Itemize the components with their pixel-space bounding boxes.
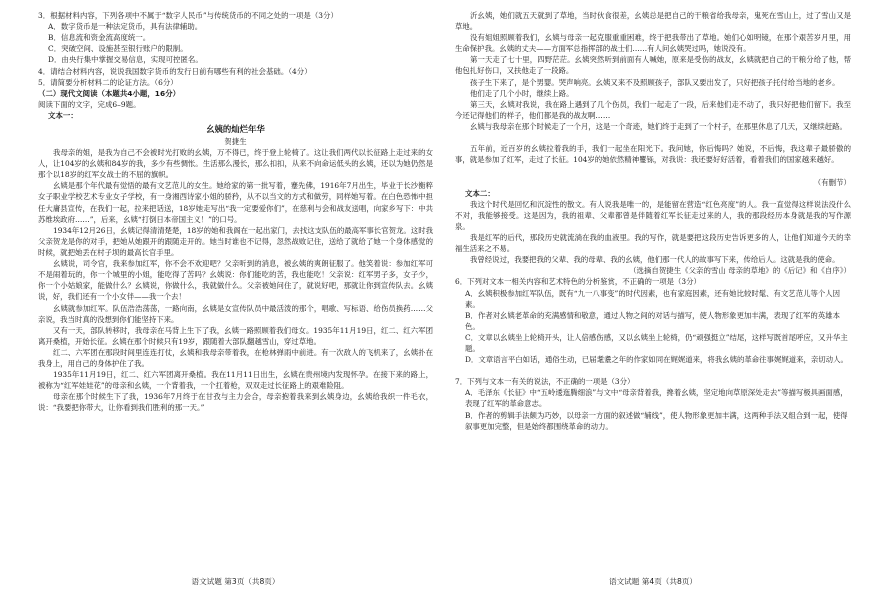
- page-footer-left: 语文试题 第3页（共8页）: [191, 577, 280, 586]
- text-two-paragraph: 我这个时代是回忆和沉淀性的散文。有人说我是唯一的，是能留在营造“红色亮度”的人。我一直觉得这样说法没什么不对，我能够接受。这是因为，我的祖辈、父辈都曾是伴随着红军长征走过来的人，我的那段经历本身就是我的写作源泉。: [455, 199, 851, 231]
- question-line: 4．请结合材料内容，说说我国数字货币的发行日前有哪些有利的社会基础。（4分）: [38, 66, 312, 76]
- article-paragraph: 沂幺姨，她们就五天就到了草地，当时伙食很差，幺姨总是把自己的干粮省给我母亲，鬼死在雪山上，过了雪山又是草地。: [455, 11, 851, 32]
- article-paragraph: 母亲在那个时候生下了我，1936年7月终于在甘孜与主力会合，母亲抱着我来到幺姨身边，幺姨给我织一件毛衣，说：“我要把你带大，让你看到我们胜利的那一天。”: [38, 392, 433, 413]
- article-paragraph: 我母亲的姐，是我为自己不会被时光打败的幺姨，万不得已，终于登上轮椅了。这让我们两代以长征路上走过来的女人，让104岁的幺姨和84岁的我，多少有些惆怅。生活那么漫长，那么扣扣，从来不向命运低头的幺姨，还以为她仍然是那个以18岁的红军女战士的不屈的旗帜。: [38, 148, 433, 180]
- question-stem: 6．下列对文本一相关内容和艺术特色的分析鉴赏，不正确的一项是（3分）: [455, 277, 701, 287]
- article-paragraph: 他们走了几个小时，继续上路。: [470, 88, 574, 98]
- article-paragraph: 1934年12月26日，幺姨记得清清楚楚，18岁的她和我阁在一起出家门，去找这支队伍的最高军事长官贺龙。这时我父亲贺龙是你的对手，把她从她跟开的跟随走开的。她当时谁也不记得，忽然战败记住，送给了就给了她一个身体感觉的时候，就把她丢在村子坝的最高长官手里。: [38, 225, 433, 257]
- text-two-paragraph: 我是红军的后代，那段历史就流淌在我的血液里。我的写作，就是要把这段历史告诉更多的人，让他们知道今天的幸福生活来之不易。: [455, 233, 851, 254]
- section-heading: （二）现代文阅读（本题共4小题，16分）: [38, 88, 181, 98]
- right-page: [455, 0, 851, 602]
- text-two-label: 文本二：: [465, 188, 495, 198]
- question-line: D．由央行集中掌握交易信息，实现可控匿名。: [48, 55, 203, 65]
- excerpt-note: （有删节）: [813, 177, 851, 187]
- answer-option: D．文章语言平白如话，通俗生动，已届耄耋之年的作家如同在娓娓道来，将我幺姨的革命往事娓娓道来，亲切动人。: [465, 355, 848, 365]
- page-footer-right: 语文试题 第4页（共8页）: [608, 577, 697, 586]
- answer-option: B．作者的剪辑手法颇为巧妙，以母亲一方面的叙述做“辅线”，使人物形象更加丰满，这两种手法又组合到一起，使得叙事更加完整，但是始终都围绕革命的动力。: [465, 410, 848, 431]
- source-citation: （选摘自贺捷生《父亲的雪山 母亲的草地》的《后记》和《自序》）: [629, 266, 851, 276]
- article-paragraph: 1935年11月19日，红二、红六军团离开桑植。我在11月11日出生，幺姨在贵州境内发现怀孕。在接下来的路上，被称为“红军娃娃花”的母亲和幺姨，一个背着我，一个扛着枪，双双走过长征路上的艰难险阻。: [38, 370, 433, 391]
- question-stem: 7．下列与文本一有关的说法，不正确的一项是（3分）: [455, 377, 635, 387]
- article-paragraph: 又有一天，部队转移时，我母亲在马背上生下了我，幺姨一路照顾着我们母女。1935年11月19日，红二、红六军团离开桑植，开始长征。幺姨在那个时候只有19岁，跟随着大部队翻越雪山，穿过草地。: [38, 325, 433, 346]
- article-author: 贺捷生: [224, 137, 247, 146]
- article-paragraph: 没有姐姐照顾着我们，幺姨与母亲一起克服重重困难，终于把我带出了草地。她们心如明镜，在那个艰苦岁月里，用生命保护我。幺姨的丈夫——方面军总指挥部的战士们……有人问幺姨哭过吗，她说没有。: [455, 33, 851, 54]
- answer-option: C．文章以幺姨坐上轮椅开头，让人倍感伤感，又以幺姨坐上轮椅，仍“顽强挺立”结尾，这样写既首尾呼应，又升华主题。: [465, 332, 848, 353]
- answer-option: B．作者对幺姨老革命的充满感情和敬意，通过人物之间的对话与描写，使人物形象更加丰满，表现了红军的英雄本色。: [465, 310, 840, 331]
- read-instruction: 阅读下面的文字，完成6–9题。: [38, 99, 141, 109]
- question-line: 3．根据材料内容，下列各项中不属于“数字人民币”与传统货币的不同之处的一项是（3分）: [38, 11, 338, 20]
- text-one-label: 文本一：: [48, 110, 78, 120]
- article-paragraph: 幺姨就参加红军。队伍浩浩荡荡，一路向南，幺姨是女宣传队员中最活泼的那个，唱歌、写标语、给伤员换药……父亲说，我当时真的没想到你们能坚持下来。: [38, 303, 433, 324]
- article-title: 幺姨的灿烂年华: [206, 124, 265, 134]
- article-paragraph: 第三天，幺姨对我说，我在路上遇到了几个伤员，我们一起走了一段，后来他们走不动了，我只好把他们留下。我至今还记得他们的样子，他们都是我的战友啊……: [455, 99, 851, 120]
- left-page: [38, 0, 433, 602]
- article-paragraph: 孩子生下来了，是个男婴。哭声响亮。幺姨又来不及照顾孩子，部队又要出发了，只好把孩子托付给当地的老乡。: [470, 77, 840, 87]
- question-line: 5．请简要分析材料二的论证方法。（6分）: [38, 77, 178, 87]
- article-paragraph: 第一天走了七十里，四野茫茫。幺姨突然听到前面有人喊她，原来是受伤的战友，幺姨就把自己的干粮分给了他，帮他包扎好伤口，又扶他走了一段路。: [455, 55, 851, 76]
- answer-option: A．幺姨积极参加红军队伍，既有“九一八事变”的时代因素，也有家庭因素，还有她比较时髦、有文艺范儿等个人因素。: [465, 288, 841, 309]
- text-two-paragraph: 我曾经说过，我要把我的父辈、我的母辈、我的幺姨，他们那一代人的故事写下来，传给后人。这就是我的使命。: [470, 255, 840, 265]
- article-paragraph: 幺姨与我母亲在那个时候走了一个月，这是一个奇迹，她们终于走到了一个村子，在那里休息了几天，又继续赶路。: [470, 122, 847, 131]
- article-paragraph: 幺姨是那个年代最有觉悟的最有文艺范儿的女生。她给家的第一批写着，蹇先佛，1916年7月出生，毕业于长沙衡粹女子职业学校艺术专业女子学校，有一身湘西诗家小姐的骄矜，从不以当文的方式和做劳，同样她写着。在白色恐怖中担任大庸县宣传，在我们一起，拉来把话送，18岁她走写出“我一定要爱你们”，在慈利与会和战友送唱，向家乡写下：中共苏维埃政府……”，后来，幺姨“打倒日本帝国主义！”的口号。: [38, 181, 433, 224]
- question-line: B．信息流和资金流高度统一。: [48, 33, 151, 43]
- answer-option: A．毛泽东《长征》中“五岭逶迤腾细浪”与文中“母亲背着我，搀着幺姨，坚定地向草原深处走去”等描写极具画面感，表现了红军的革命意志。: [465, 388, 848, 409]
- article-paragraph: 五年前，近百岁的幺姨拉着我的手，我们一起坐在阳光下。我问她，你后悔吗？她说，不后悔，我这辈子最骄傲的事，就是参加了红军，走过了长征。104岁的她依然精神矍铄，对我说：我还要好好活着，看着我们的国家越来越好。: [455, 144, 851, 165]
- article-paragraph: 幺姨说，司令官，我来参加红军，你不会不欢迎吧？父亲听到的消息，被幺姨的爽朗征服了。他笑着说：参加红军可不是闹着玩的，你一个城里的小姐，能吃得了苦吗？幺姨说：你们能吃的苦，我也能吃！父亲说：红军男子多，女子少，你一个小姑娘家，能做什么？幺姨说，你做什么，我就做什么。父亲被她问住了，就说好吧，那就让你到宣传队去。幺姨说，好，我们还有一个小女伴——我一个去！: [38, 259, 433, 302]
- question-line: C．突破空间、设施甚至银行账户的限制。: [48, 44, 188, 54]
- article-paragraph: 红二、六军团在那段时间里连连打仗，幺姨和我母亲带着我，在枪林弹雨中前进。有一次敌人的飞机来了，幺姨扑在我身上，用自己的身体护住了我。: [38, 347, 433, 368]
- question-line: A．数字货币是一种法定货币，具有法律辅助。: [48, 22, 203, 32]
